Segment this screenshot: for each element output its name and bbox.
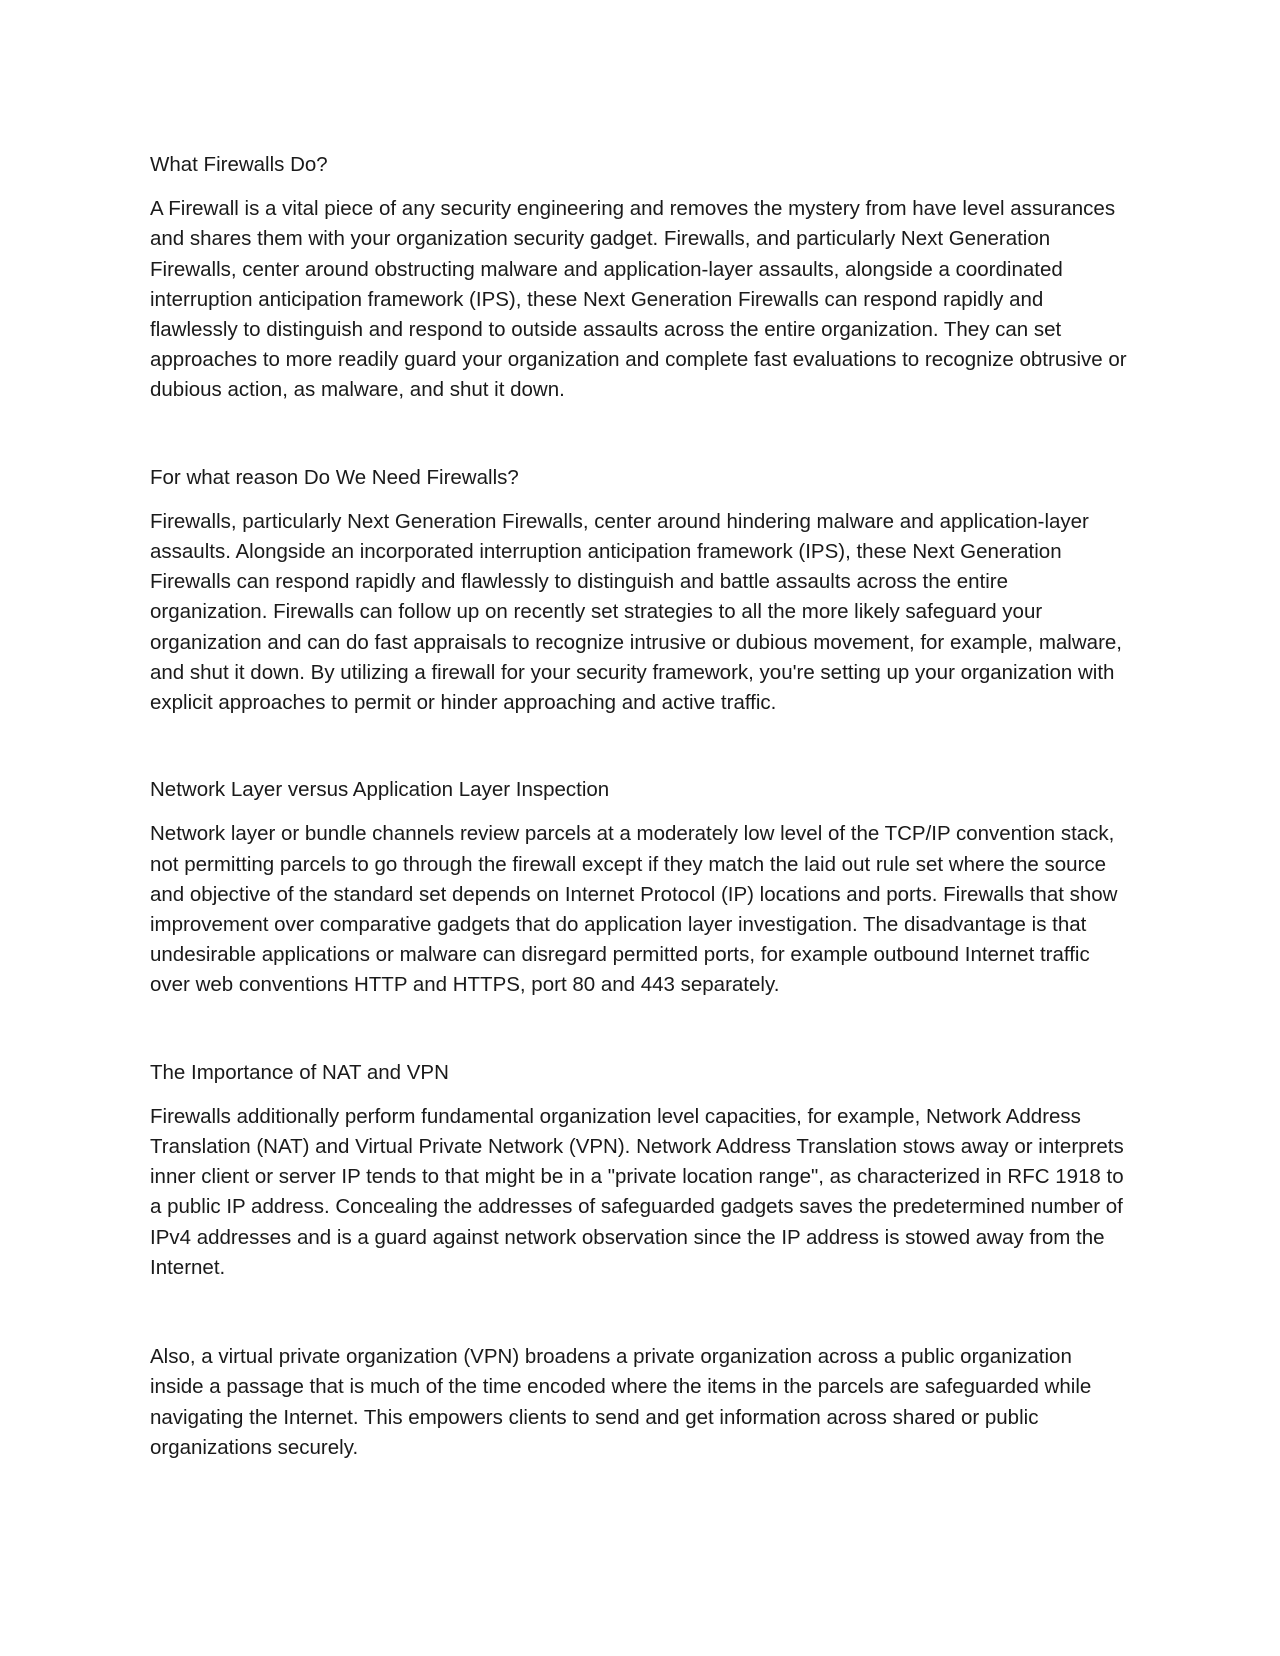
section-paragraph: Firewalls, particularly Next Generation Firewalls, center around hindering malware and application-layer assaults. Alongside an incorporated interruption anticipation framework (IPS), these Next Generation Firewalls can respond rapidly and flawlessly to distinguish and battle assaults across the entire organization. Firewalls can follow up on recently set strategies to all the more likely safeguard your organization and can do fast appraisals to recognize intrusive or dubious movement, for example, malware, and shut it down. By utilizing a firewall for your security framework, you're setting up your organization with explicit approaches to permit or hinder approaching and active traffic. (150, 509, 1122, 715)
blank-line (150, 718, 1130, 775)
section-what-firewalls-do (150, 150, 1130, 406)
section-network-vs-application-layer (150, 775, 1130, 1000)
closing-paragraph: Also, a virtual private organization (VPN) broadens a private organization across a public organization inside a passage that is much of the time encoded where the items in the parcels are safeguarded while navigating the Internet. This empowers clients to send and get information across shared or public organizations securely. (150, 1345, 1092, 1459)
section-paragraph: Network layer or bundle channels review parcels at a moderately low level of the TCP/IP convention stack, not permitting parcels to go through the firewall except if they match the laid out rule set where the source and objective of the standard set depends on Internet Protocol (IP) locations and ports. Firewalls that show improvement over comparative gadgets that do application layer investigation. The disadvantage is that undesirable applications or malware can disregard permitted ports, for example outbound Internet traffic over web conventions HTTP and HTTPS, port 80 and 443 separately. (150, 822, 1118, 997)
section-heading: Network Layer versus Application Layer Inspection (150, 778, 610, 802)
section-heading: The Importance of NAT and VPN (150, 1060, 449, 1084)
blank-line (150, 1001, 1130, 1058)
blank-line (150, 1283, 1130, 1342)
section-paragraph: Firewalls additionally perform fundamental organization level capacities, for example, Network Address Translation (NAT) and Virtual Private Network (VPN). Network Address Translation stows away or interprets inner client or server IP tends to that might be in a "private location range", as characterized in RFC 1918 to a public IP address. Concealing the addresses of safeguarded gadgets saves the predetermined number of IPv4 addresses and is a guard against network observation since the IP address is stowed away from the Internet. (150, 1104, 1124, 1279)
section-why-need-firewalls (150, 463, 1130, 719)
section-nat-and-vpn (150, 1058, 1130, 1283)
section-heading: For what reason Do We Need Firewalls? (150, 465, 519, 489)
section-heading: What Firewalls Do? (150, 153, 328, 176)
blank-line (150, 406, 1130, 463)
section-paragraph: A Firewall is a vital piece of any security engineering and removes the mystery from have level assurances and shares them with your organization security gadget. Firewalls, and particularly Next Generation Firewalls, center around obstructing malware and application-layer assaults, alongside a coordinated interruption anticipation framework (IPS), these Next Generation Firewalls can respond rapidly and flawlessly to distinguish and respond to outside assaults across the entire organization. They can set approaches to more readily guard your organization and complete fast evaluations to recognize obtrusive or dubious action, as malware, and shut it down. (150, 197, 1127, 402)
document-body (150, 150, 1130, 1463)
